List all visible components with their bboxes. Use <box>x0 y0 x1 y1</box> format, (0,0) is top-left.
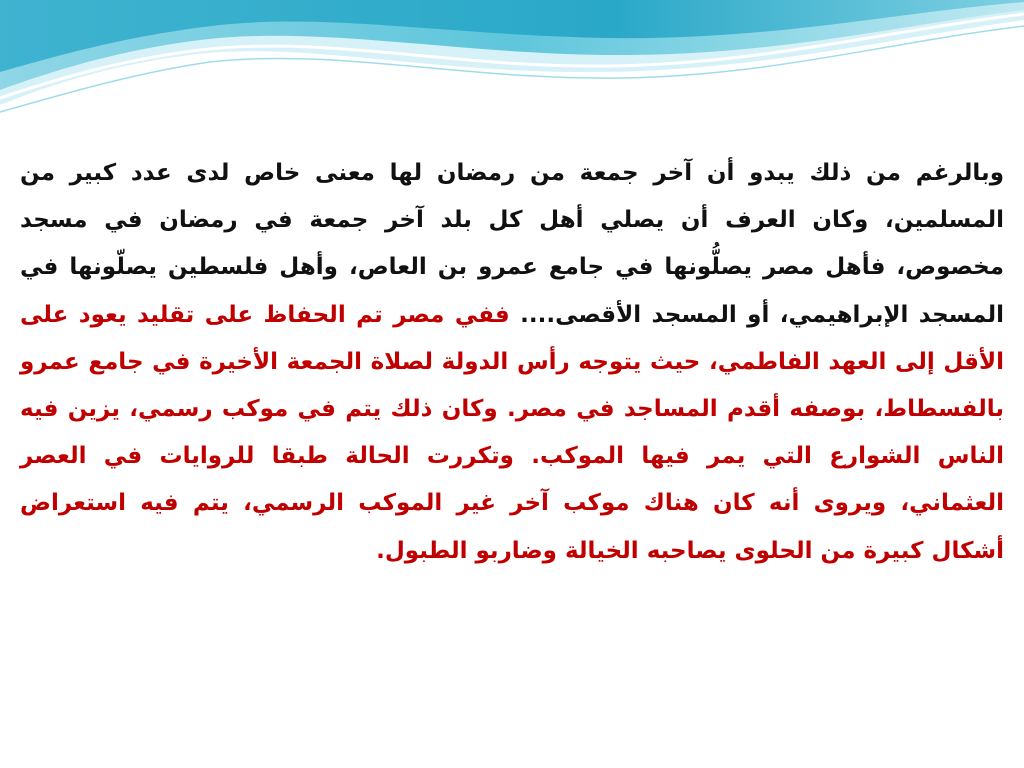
paragraph-highlight-text: ففي مصر تم الحفاظ على تقليد يعود على الأقل إلى العهد الفاطمي، حيث يتوجه رأس الدولة لصلاة الجمعة الأخيرة في جامع عمرو بالفسطاط، بوصفه أقدم المساجد في مصر. وكان ذلك يتم في موكب رسمي، يزين فيه الناس الشوارع التي يمر فيها الموكب. وتكررت الحالة طبقا للروايات في العصر العثماني، ويروى أنه كان هناك موكب آخر غير الموكب الرسمي، يتم فيه استعراض أشكال كبيرة من الحلوى يصاحبه الخيالة وضاربو الطبول. <box>20 301 1004 564</box>
body-paragraph <box>20 150 1004 575</box>
wave-header-decoration <box>0 0 1024 120</box>
paragraph-intro-text: وبالرغم من ذلك يبدو أن آخر جمعة من رمضان لها معنى خاص لدى عدد كبير من المسلمين، وكان العرف أن يصلي أهل كل بلد آخر جمعة في رمضان في مسجد مخصوص، فأهل مصر يصلُّونها في جامع عمرو بن العاص، وأهل فلسطين يصلّونها في المسجد الإبراهيمي، أو المسجد الأقصى.... <box>20 160 1004 328</box>
